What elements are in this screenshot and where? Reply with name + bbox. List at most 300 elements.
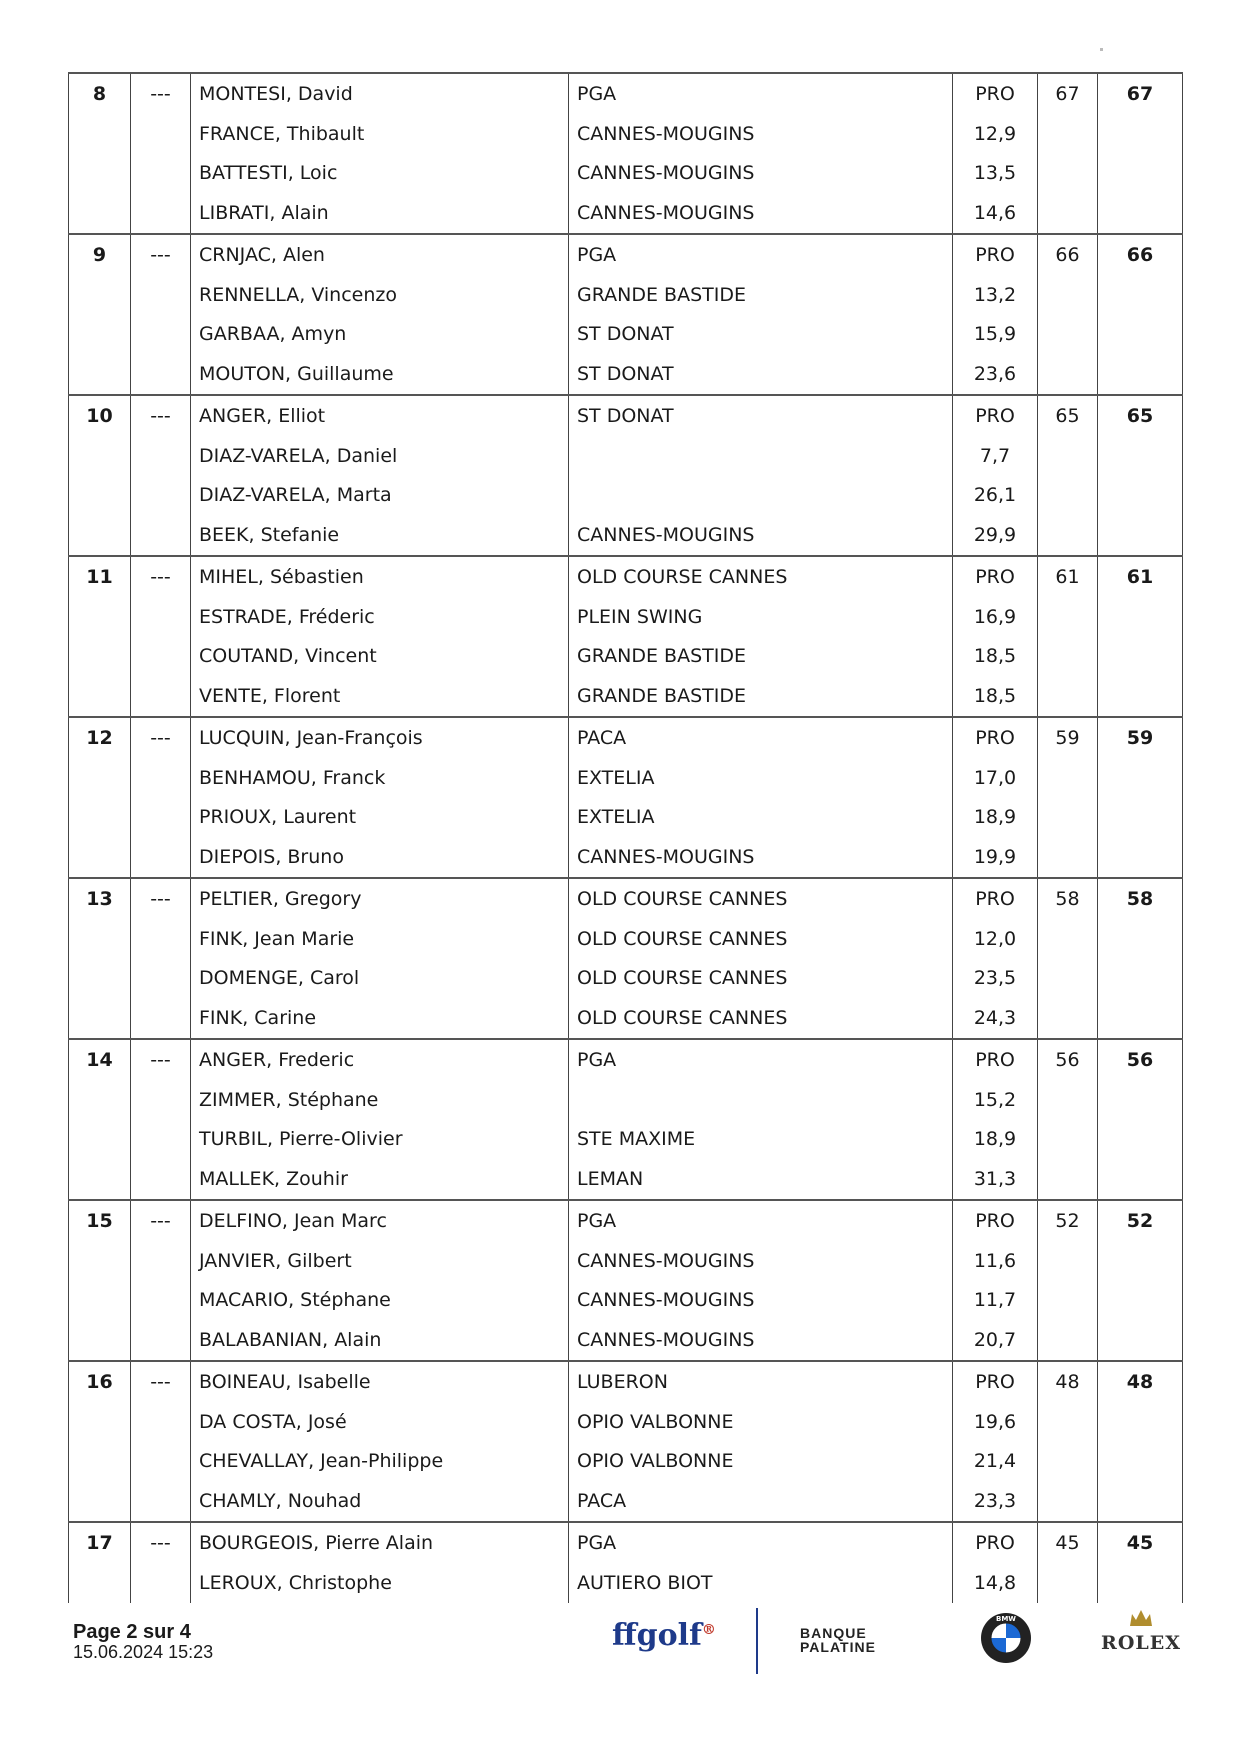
score-cell xyxy=(1038,1241,1098,1281)
position-cell: --- xyxy=(131,556,191,597)
total-cell xyxy=(1098,1402,1183,1442)
player-club: PGA xyxy=(569,1039,953,1080)
player-name: BENHAMOU, Franck xyxy=(191,758,569,798)
player-name: BEEK, Stefanie xyxy=(191,515,569,556)
player-handicap: 12,9 xyxy=(953,114,1038,154)
player-name: BOINEAU, Isabelle xyxy=(191,1361,569,1402)
rank-cell xyxy=(69,154,131,194)
print-timestamp: 15.06.2024 15:23 xyxy=(73,1642,214,1662)
total-cell xyxy=(1098,476,1183,516)
page-number: Page 2 sur 4 xyxy=(73,1621,191,1643)
score-cell xyxy=(1038,154,1098,194)
player-club: OPIO VALBONNE xyxy=(569,1402,953,1442)
player-name: MACARIO, Stéphane xyxy=(191,1281,569,1321)
total-cell xyxy=(1098,798,1183,838)
group-first-row xyxy=(69,73,1183,114)
total-cell xyxy=(1098,354,1183,395)
rolex-logo xyxy=(1099,1608,1183,1654)
total-cell: 59 xyxy=(1098,717,1183,758)
score-cell xyxy=(1038,436,1098,476)
player-row xyxy=(69,154,1183,194)
score-cell xyxy=(1038,959,1098,999)
registered-icon: ® xyxy=(701,1622,716,1638)
player-row xyxy=(69,1442,1183,1482)
player-handicap: 23,5 xyxy=(953,959,1038,999)
player-name: CRNJAC, Alen xyxy=(191,234,569,275)
player-handicap: PRO xyxy=(953,1361,1038,1402)
player-club: GRANDE BASTIDE xyxy=(569,275,953,315)
total-cell xyxy=(1098,193,1183,234)
player-name: ESTRADE, Fréderic xyxy=(191,597,569,637)
score-cell: 48 xyxy=(1038,1361,1098,1402)
position-cell xyxy=(131,1080,191,1120)
position-cell xyxy=(131,193,191,234)
score-cell xyxy=(1038,114,1098,154)
group-first-row xyxy=(69,1522,1183,1563)
player-club xyxy=(569,436,953,476)
player-name: DIEPOIS, Bruno xyxy=(191,837,569,878)
total-cell: 56 xyxy=(1098,1039,1183,1080)
total-cell xyxy=(1098,1120,1183,1160)
total-cell xyxy=(1098,1281,1183,1321)
rank-cell: 13 xyxy=(69,878,131,919)
player-row xyxy=(69,1320,1183,1361)
position-cell xyxy=(131,436,191,476)
player-name: DIAZ-VARELA, Marta xyxy=(191,476,569,516)
player-row xyxy=(69,837,1183,878)
player-name: ANGER, Elliot xyxy=(191,395,569,436)
player-row xyxy=(69,275,1183,315)
rank-cell: 11 xyxy=(69,556,131,597)
player-handicap: 23,3 xyxy=(953,1481,1038,1522)
score-cell xyxy=(1038,315,1098,355)
player-handicap: 20,7 xyxy=(953,1320,1038,1361)
score-cell: 67 xyxy=(1038,73,1098,114)
group-first-row xyxy=(69,234,1183,275)
player-name: GARBAA, Amyn xyxy=(191,315,569,355)
total-cell xyxy=(1098,275,1183,315)
palatine-line-2: PALATINE xyxy=(800,1639,876,1655)
rank-cell xyxy=(69,275,131,315)
player-name: JANVIER, Gilbert xyxy=(191,1241,569,1281)
player-name: PRIOUX, Laurent xyxy=(191,798,569,838)
player-club: CANNES-MOUGINS xyxy=(569,1320,953,1361)
total-cell xyxy=(1098,1080,1183,1120)
player-row xyxy=(69,637,1183,677)
position-cell: --- xyxy=(131,1361,191,1402)
player-club: STE MAXIME xyxy=(569,1120,953,1160)
position-cell: --- xyxy=(131,1039,191,1080)
position-cell xyxy=(131,1320,191,1361)
total-cell: 45 xyxy=(1098,1522,1183,1563)
player-handicap: PRO xyxy=(953,556,1038,597)
player-club: ST DONAT xyxy=(569,315,953,355)
position-cell: --- xyxy=(131,395,191,436)
banque-palatine-logo xyxy=(800,1626,876,1654)
player-handicap: 12,0 xyxy=(953,919,1038,959)
player-club xyxy=(569,476,953,516)
position-cell: --- xyxy=(131,234,191,275)
player-row xyxy=(69,1080,1183,1120)
player-club: ST DONAT xyxy=(569,395,953,436)
scan-mark xyxy=(1100,48,1103,51)
player-row xyxy=(69,476,1183,516)
rank-cell xyxy=(69,1159,131,1200)
rank-cell: 9 xyxy=(69,234,131,275)
rank-cell: 14 xyxy=(69,1039,131,1080)
score-cell xyxy=(1038,1320,1098,1361)
player-name: DIAZ-VARELA, Daniel xyxy=(191,436,569,476)
player-row xyxy=(69,193,1183,234)
rank-cell: 16 xyxy=(69,1361,131,1402)
player-club: PGA xyxy=(569,1200,953,1241)
player-name: DOMENGE, Carol xyxy=(191,959,569,999)
position-cell xyxy=(131,476,191,516)
score-cell: 45 xyxy=(1038,1522,1098,1563)
position-cell xyxy=(131,758,191,798)
crown-icon xyxy=(1099,1608,1183,1632)
player-row xyxy=(69,798,1183,838)
player-row xyxy=(69,959,1183,999)
player-name: FRANCE, Thibault xyxy=(191,114,569,154)
position-cell xyxy=(131,1563,191,1603)
player-handicap: 16,9 xyxy=(953,597,1038,637)
position-cell: --- xyxy=(131,878,191,919)
group-first-row xyxy=(69,395,1183,436)
score-cell xyxy=(1038,1481,1098,1522)
player-club: PACA xyxy=(569,1481,953,1522)
total-cell xyxy=(1098,1442,1183,1482)
rank-cell xyxy=(69,1563,131,1603)
position-cell xyxy=(131,114,191,154)
position-cell xyxy=(131,315,191,355)
score-cell xyxy=(1038,919,1098,959)
position-cell xyxy=(131,1159,191,1200)
total-cell: 66 xyxy=(1098,234,1183,275)
position-cell xyxy=(131,1442,191,1482)
player-club: OLD COURSE CANNES xyxy=(569,998,953,1039)
position-cell xyxy=(131,515,191,556)
player-row xyxy=(69,1120,1183,1160)
score-cell xyxy=(1038,193,1098,234)
total-cell: 48 xyxy=(1098,1361,1183,1402)
score-cell xyxy=(1038,1563,1098,1603)
position-cell xyxy=(131,1281,191,1321)
player-row xyxy=(69,1481,1183,1522)
player-handicap: PRO xyxy=(953,717,1038,758)
player-handicap: 11,6 xyxy=(953,1241,1038,1281)
group-first-row xyxy=(69,717,1183,758)
position-cell xyxy=(131,1481,191,1522)
score-cell xyxy=(1038,1281,1098,1321)
rolex-wordmark: ROLEX xyxy=(1101,1632,1181,1654)
group-first-row xyxy=(69,878,1183,919)
player-name: MONTESI, David xyxy=(191,73,569,114)
total-cell xyxy=(1098,114,1183,154)
rank-cell xyxy=(69,837,131,878)
player-handicap: 11,7 xyxy=(953,1281,1038,1321)
rank-cell xyxy=(69,758,131,798)
player-handicap: PRO xyxy=(953,878,1038,919)
rank-cell xyxy=(69,959,131,999)
total-cell xyxy=(1098,154,1183,194)
total-cell xyxy=(1098,1481,1183,1522)
total-cell xyxy=(1098,998,1183,1039)
position-cell xyxy=(131,1241,191,1281)
player-handicap: 18,5 xyxy=(953,676,1038,717)
rank-cell: 10 xyxy=(69,395,131,436)
player-row xyxy=(69,919,1183,959)
player-club: ST DONAT xyxy=(569,354,953,395)
player-name: LIBRATI, Alain xyxy=(191,193,569,234)
position-cell xyxy=(131,919,191,959)
bmw-logo xyxy=(980,1612,1032,1668)
player-club: OLD COURSE CANNES xyxy=(569,878,953,919)
player-handicap: 19,6 xyxy=(953,1402,1038,1442)
player-club: CANNES-MOUGINS xyxy=(569,193,953,234)
ffgolf-wordmark: ffgolf xyxy=(612,1618,702,1653)
player-handicap: 24,3 xyxy=(953,998,1038,1039)
total-cell xyxy=(1098,758,1183,798)
rank-cell xyxy=(69,798,131,838)
player-handicap: 14,8 xyxy=(953,1563,1038,1603)
player-handicap: 18,5 xyxy=(953,637,1038,677)
rank-cell xyxy=(69,354,131,395)
player-row xyxy=(69,1241,1183,1281)
player-handicap: 26,1 xyxy=(953,476,1038,516)
player-name: COUTAND, Vincent xyxy=(191,637,569,677)
position-cell xyxy=(131,798,191,838)
rank-cell: 15 xyxy=(69,1200,131,1241)
player-row xyxy=(69,1563,1183,1603)
player-name: ANGER, Frederic xyxy=(191,1039,569,1080)
score-cell xyxy=(1038,758,1098,798)
player-name: FINK, Carine xyxy=(191,998,569,1039)
player-name: TURBIL, Pierre-Olivier xyxy=(191,1120,569,1160)
player-handicap: PRO xyxy=(953,1200,1038,1241)
total-cell xyxy=(1098,676,1183,717)
player-club: CANNES-MOUGINS xyxy=(569,1241,953,1281)
logo-divider xyxy=(756,1608,758,1674)
player-handicap: 31,3 xyxy=(953,1159,1038,1200)
total-cell: 52 xyxy=(1098,1200,1183,1241)
score-cell xyxy=(1038,476,1098,516)
player-club: GRANDE BASTIDE xyxy=(569,676,953,717)
player-row xyxy=(69,1281,1183,1321)
player-handicap: 23,6 xyxy=(953,354,1038,395)
footer-info xyxy=(73,1622,213,1662)
total-cell xyxy=(1098,515,1183,556)
total-cell xyxy=(1098,1159,1183,1200)
total-cell xyxy=(1098,959,1183,999)
player-name: DA COSTA, José xyxy=(191,1402,569,1442)
player-name: LEROUX, Christophe xyxy=(191,1563,569,1603)
position-cell xyxy=(131,154,191,194)
position-cell xyxy=(131,676,191,717)
rank-cell xyxy=(69,676,131,717)
player-handicap: 15,9 xyxy=(953,315,1038,355)
score-cell xyxy=(1038,1080,1098,1120)
rank-cell xyxy=(69,1442,131,1482)
player-name: DELFINO, Jean Marc xyxy=(191,1200,569,1241)
position-cell xyxy=(131,1402,191,1442)
rank-cell xyxy=(69,919,131,959)
total-cell: 67 xyxy=(1098,73,1183,114)
player-handicap: PRO xyxy=(953,1522,1038,1563)
position-cell: --- xyxy=(131,717,191,758)
player-club: AUTIERO BIOT xyxy=(569,1563,953,1603)
total-cell xyxy=(1098,1563,1183,1603)
position-cell xyxy=(131,837,191,878)
group-first-row xyxy=(69,1361,1183,1402)
rank-cell xyxy=(69,1281,131,1321)
player-handicap: 7,7 xyxy=(953,436,1038,476)
player-row xyxy=(69,114,1183,154)
score-cell: 66 xyxy=(1038,234,1098,275)
player-club: OLD COURSE CANNES xyxy=(569,556,953,597)
player-club: PLEIN SWING xyxy=(569,597,953,637)
player-club: GRANDE BASTIDE xyxy=(569,637,953,677)
rank-cell xyxy=(69,1320,131,1361)
player-name: MALLEK, Zouhir xyxy=(191,1159,569,1200)
position-cell xyxy=(131,275,191,315)
player-handicap: PRO xyxy=(953,234,1038,275)
bmw-letters: BMW xyxy=(995,1615,1017,1623)
rank-cell xyxy=(69,193,131,234)
total-cell xyxy=(1098,597,1183,637)
player-handicap: 14,6 xyxy=(953,193,1038,234)
player-club: PGA xyxy=(569,1522,953,1563)
position-cell: --- xyxy=(131,73,191,114)
player-name: MOUTON, Guillaume xyxy=(191,354,569,395)
ffgolf-logo xyxy=(612,1618,716,1653)
player-name: CHAMLY, Nouhad xyxy=(191,1481,569,1522)
score-cell xyxy=(1038,1402,1098,1442)
score-cell xyxy=(1038,275,1098,315)
score-cell xyxy=(1038,998,1098,1039)
player-name: FINK, Jean Marie xyxy=(191,919,569,959)
palatine-line-1: BANQUE xyxy=(800,1625,867,1641)
total-cell xyxy=(1098,315,1183,355)
player-handicap: 15,2 xyxy=(953,1080,1038,1120)
player-club: LEMAN xyxy=(569,1159,953,1200)
player-handicap: 13,5 xyxy=(953,154,1038,194)
total-cell: 65 xyxy=(1098,395,1183,436)
player-name: LUCQUIN, Jean-François xyxy=(191,717,569,758)
player-handicap: 19,9 xyxy=(953,837,1038,878)
score-cell: 56 xyxy=(1038,1039,1098,1080)
position-cell: --- xyxy=(131,1522,191,1563)
rank-cell: 12 xyxy=(69,717,131,758)
player-name: VENTE, Florent xyxy=(191,676,569,717)
total-cell xyxy=(1098,1241,1183,1281)
player-handicap: PRO xyxy=(953,1039,1038,1080)
rank-cell: 8 xyxy=(69,73,131,114)
player-name: BALABANIAN, Alain xyxy=(191,1320,569,1361)
player-club: PGA xyxy=(569,234,953,275)
group-first-row xyxy=(69,1200,1183,1241)
player-row xyxy=(69,354,1183,395)
score-cell xyxy=(1038,597,1098,637)
score-cell: 52 xyxy=(1038,1200,1098,1241)
total-cell xyxy=(1098,436,1183,476)
score-cell xyxy=(1038,1159,1098,1200)
player-name: BOURGEOIS, Pierre Alain xyxy=(191,1522,569,1563)
total-cell: 61 xyxy=(1098,556,1183,597)
rank-cell xyxy=(69,515,131,556)
player-row xyxy=(69,515,1183,556)
score-cell xyxy=(1038,798,1098,838)
score-cell xyxy=(1038,354,1098,395)
player-name: MIHEL, Sébastien xyxy=(191,556,569,597)
rank-cell xyxy=(69,436,131,476)
player-row xyxy=(69,1159,1183,1200)
score-cell: 65 xyxy=(1038,395,1098,436)
player-club: CANNES-MOUGINS xyxy=(569,154,953,194)
player-name: PELTIER, Gregory xyxy=(191,878,569,919)
rank-cell xyxy=(69,1120,131,1160)
player-row xyxy=(69,998,1183,1039)
score-cell xyxy=(1038,1442,1098,1482)
rank-cell xyxy=(69,315,131,355)
score-cell xyxy=(1038,637,1098,677)
rank-cell xyxy=(69,597,131,637)
rank-cell xyxy=(69,637,131,677)
player-handicap: 18,9 xyxy=(953,798,1038,838)
player-club: OPIO VALBONNE xyxy=(569,1442,953,1482)
total-cell: 58 xyxy=(1098,878,1183,919)
player-handicap: 18,9 xyxy=(953,1120,1038,1160)
group-first-row xyxy=(69,556,1183,597)
player-club: PGA xyxy=(569,73,953,114)
player-handicap: PRO xyxy=(953,395,1038,436)
player-club: LUBERON xyxy=(569,1361,953,1402)
player-club: CANNES-MOUGINS xyxy=(569,837,953,878)
player-club: PACA xyxy=(569,717,953,758)
rank-cell xyxy=(69,114,131,154)
score-cell xyxy=(1038,837,1098,878)
player-club: CANNES-MOUGINS xyxy=(569,1281,953,1321)
score-cell xyxy=(1038,1120,1098,1160)
total-cell xyxy=(1098,1320,1183,1361)
player-row xyxy=(69,676,1183,717)
player-club xyxy=(569,1080,953,1120)
position-cell xyxy=(131,637,191,677)
position-cell xyxy=(131,597,191,637)
position-cell xyxy=(131,959,191,999)
player-handicap: 13,2 xyxy=(953,275,1038,315)
total-cell xyxy=(1098,919,1183,959)
rank-cell xyxy=(69,476,131,516)
player-handicap: PRO xyxy=(953,73,1038,114)
player-row xyxy=(69,1402,1183,1442)
total-cell xyxy=(1098,837,1183,878)
rank-cell xyxy=(69,1241,131,1281)
results-table xyxy=(68,72,1183,1603)
rank-cell xyxy=(69,1481,131,1522)
results-body xyxy=(69,73,1183,1603)
score-cell xyxy=(1038,515,1098,556)
rank-cell xyxy=(69,998,131,1039)
player-name: BATTESTI, Loic xyxy=(191,154,569,194)
player-handicap: 29,9 xyxy=(953,515,1038,556)
group-first-row xyxy=(69,1039,1183,1080)
player-row xyxy=(69,436,1183,476)
position-cell xyxy=(131,1120,191,1160)
player-club: CANNES-MOUGINS xyxy=(569,515,953,556)
player-name: RENNELLA, Vincenzo xyxy=(191,275,569,315)
player-row xyxy=(69,315,1183,355)
